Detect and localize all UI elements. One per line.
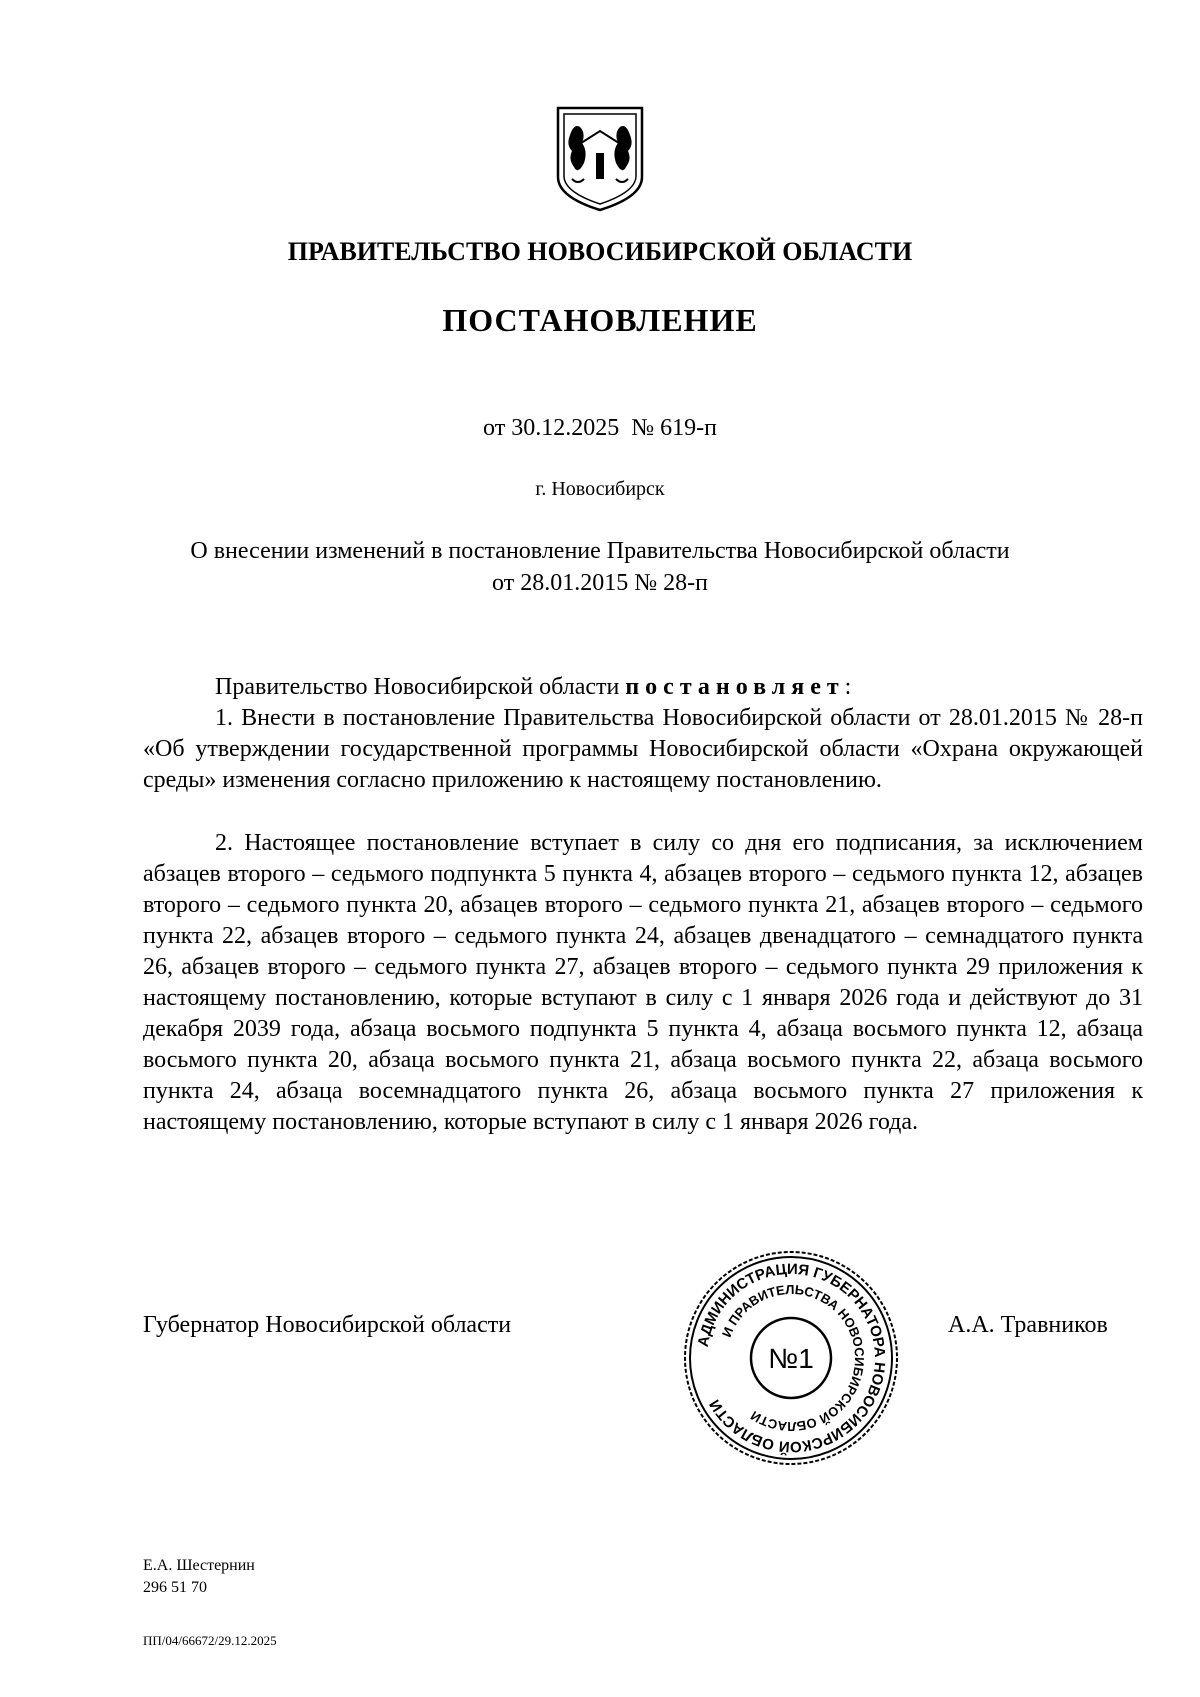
preamble-paragraph <box>143 672 1143 703</box>
seal-number: №1 <box>768 1343 814 1374</box>
seal-outer-text: АДМИНИСТРАЦИЯ ГУБЕРНАТОРА НОВОСИБИРСКОЙ ОБЛАСТИ <box>694 1260 889 1456</box>
contact-phone: 296 51 70 <box>143 1579 207 1596</box>
document-title-line-2: от 28.01.2015 № 28-п <box>492 570 708 596</box>
preamble-start: Правительство Новосибирской области <box>215 674 626 700</box>
preamble-verb: постановляет <box>625 674 845 700</box>
registration-number: ПП/04/66672/29.12.2025 <box>143 1633 277 1648</box>
document-type-heading: ПОСТАНОВЛЕНИЕ <box>442 302 758 338</box>
document-title-line-1: О внесении изменений в постановление Правительства Новосибирской области <box>190 538 1010 564</box>
official-seal-stamp <box>680 1247 902 1469</box>
seal-inner-text: И ПРАВИТЕЛЬСТВА НОВОСИБИРСКОЙ ОБЛАСТИ <box>718 1281 868 1435</box>
item-2-paragraph: 2. Настоящее постановление вступает в силу со дня его подписания, за исключением абзацев второго – седьмого подпункта 5 пункта 4, абзацев второго – седьмого пункта 12, абзацев второго – седьмого пункта 20, абзацев второго – седьмого пункта 21, абзацев второго – седьмого пункта 22, абзацев второго – седьмого пункта 24, абзацев двенадцатого – семнадцатого пункта 26, абзацев второго – седьмого пункта 27, абзацев второго – седьмого пункта 29 приложения к настоящему постановлению, которые вступают в силу с 1 января 2026 года и действуют до 31 декабря 2039 года, абзаца восьмого подпункта 5 пункта 4, абзаца восьмого пункта 12, абзаца восьмого пункта 20, абзаца восьмого пункта 21, абзаца восьмого пункта 22, абзаца восьмого пункта 24, абзаца восемнадцатого пункта 26, абзаца восьмого пункта 27 приложения к настоящему постановлению, которые вступают в силу с 1 января 2026 года. <box>143 830 1143 1135</box>
preamble-end: : <box>844 674 852 700</box>
coat-of-arms-emblem <box>554 105 646 213</box>
document-date-number: от 30.12.2025 № 619-п <box>483 415 717 441</box>
document-city: г. Новосибирск <box>535 478 665 500</box>
signatory-position: Губернатор Новосибирской области <box>143 1312 512 1338</box>
item-1-paragraph: 1. Внести в постановление Правительства Новосибирской области от 28.01.2015 № 28-п «Об утверждении государственной программы Новосибирской области «Охрана окружающей среды» изменения согласно приложению к настоящему постановлению. <box>143 705 1143 793</box>
signatory-name: А.А. Травников <box>948 1312 1108 1338</box>
contact-name: Е.А. Шестернин <box>143 1557 255 1574</box>
organization-heading: ПРАВИТЕЛЬСТВО НОВОСИБИРСКОЙ ОБЛАСТИ <box>287 237 913 266</box>
